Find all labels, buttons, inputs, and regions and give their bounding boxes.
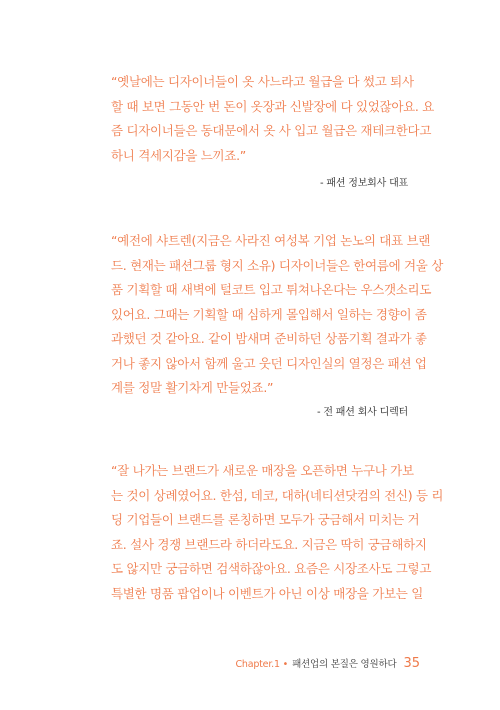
quote-line: “옛날에는 디자이너들이 옷 사느라고 월급을 다 썼고 퇴사 <box>111 74 414 89</box>
quote-block-2 <box>111 229 444 401</box>
quote-line: 하니 격세지감을 느끼죠.” <box>111 147 246 163</box>
quote-line: 계를 정말 활기차게 만들었죠.” <box>111 380 274 395</box>
footer-chapter-label: Chapter.1 • <box>235 659 289 670</box>
quote-line: 죠. 설사 경쟁 브랜드라 하더라도요. 지금은 딱히 궁금해하지 <box>111 536 427 552</box>
quote-line: 거나 좋지 않아서 함께 울고 웃던 디자인실의 열정은 패션 업 <box>111 355 427 371</box>
quote-line: 특별한 명품 팝업이나 이벤트가 아닌 이상 매장을 가보는 일 <box>111 585 423 601</box>
quote-line: “예전에 샤트렌(지금은 사라진 여성복 기업 논노의 대표 브랜 <box>111 233 431 248</box>
quote-line: 즘 디자이너들은 동대문에서 옷 사 입고 월급은 재테크한다고 <box>111 123 432 138</box>
quote-line: 딩 기업들이 브랜드를 론칭하면 모두가 궁금해서 미치는 거 <box>111 512 420 527</box>
quote-attribution-1: - 패션 정보회사 대표 <box>319 178 408 189</box>
quote-line: 과했던 것 같아요. 같이 밤새며 준비하던 상품기획 결과가 좋 <box>111 331 427 346</box>
quote-block-1 <box>111 70 435 168</box>
quote-line: 품 기획할 때 새벽에 털코트 입고 튀쳐나온다는 우스갯소리도 <box>111 282 432 297</box>
footer-chapter-title: 패션업의 본질은 영원하다 <box>292 659 397 670</box>
quote-line: 도 않지만 궁금하면 검색하잖아요. 요즘은 시장조사도 그렇고 <box>111 561 432 576</box>
quote-line: 있어요. 그때는 기획할 때 심하게 몰입해서 일하는 경향이 좀 <box>111 306 427 322</box>
quote-block-3 <box>111 459 444 606</box>
quote-line: 할 때 보면 그동안 번 돈이 옷장과 신발장에 다 있었잖아요. 요 <box>111 98 435 114</box>
quote-line: “잘 나가는 브랜드가 새로운 매장을 오픈하면 누구나 가보 <box>111 463 414 478</box>
page-number: 35 <box>403 656 420 671</box>
quote-attribution-2: - 전 패션 회사 디렉터 <box>316 407 408 418</box>
quote-line: 드. 현재는 패션그룹 형지 소유) 디자이너들은 한여름에 겨울 상 <box>111 257 444 273</box>
page-footer <box>235 656 420 671</box>
quote-line: 는 것이 상례였어요. 한섬, 데코, 대하(네티션닷컴의 전신) 등 리 <box>111 487 444 503</box>
